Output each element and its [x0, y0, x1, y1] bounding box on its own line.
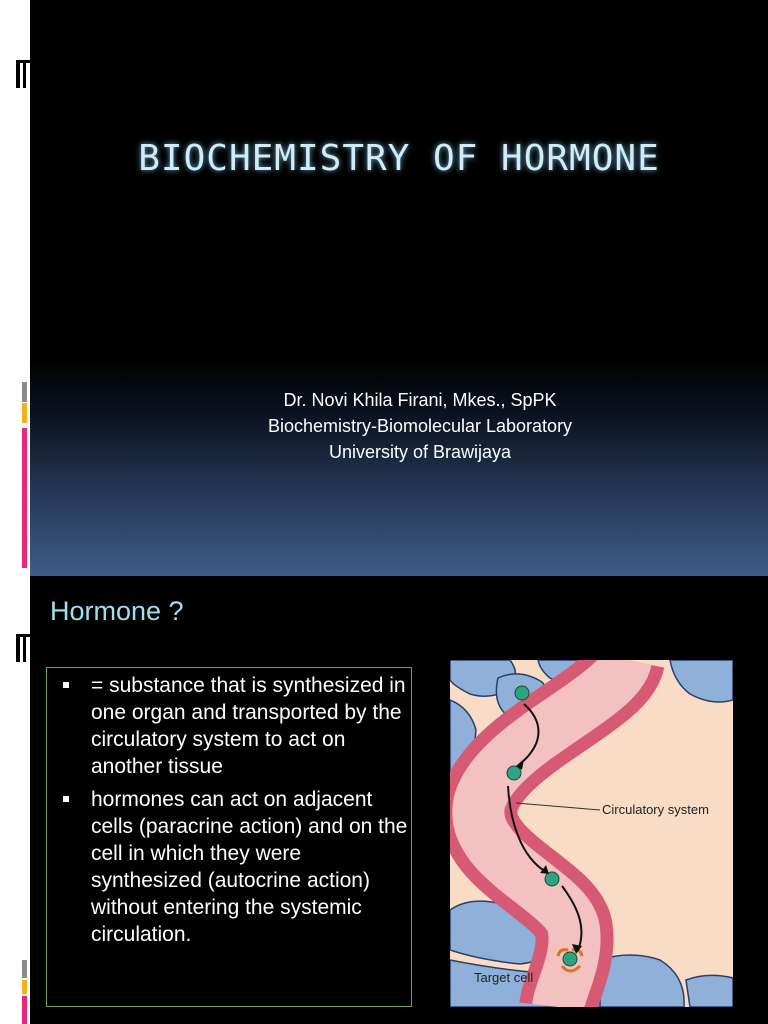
hormone-molecule [515, 686, 529, 700]
slide-heading: Hormone ? [50, 596, 184, 626]
target-cell-label: Target cell [474, 970, 534, 985]
title-text: BIOCHEMISTRY OF HORMONE [138, 138, 660, 179]
hormone-molecule [507, 766, 521, 780]
bullet-list [63, 672, 413, 954]
bullet-text: = substance that is synthesized in one organ and transported by the circulatory system to act on another tissue [91, 674, 406, 778]
slide-title [30, 138, 768, 179]
institution-line: University of Brawijaya [328, 442, 512, 462]
bullet-text: hormones can act on adjacent cells (paracrine action) and on the cell in which they were synthesized (autocrine action) without entering the systemic circulation. [91, 788, 408, 946]
accent-bar [22, 980, 27, 994]
circulatory-diagram [450, 660, 733, 1007]
bullet-box [46, 667, 412, 1007]
tissue-cell [686, 975, 733, 1007]
author-line: Dr. Novi Khila Firani, Mkes., SpPK [283, 390, 557, 410]
left-margin [0, 0, 30, 576]
bullet-icon [63, 682, 69, 688]
hormone-molecule [545, 872, 559, 886]
hormone-molecule [563, 952, 577, 966]
list-item [63, 786, 413, 948]
edge-mark-icon [14, 634, 30, 662]
accent-bar [22, 403, 27, 423]
department-line: Biochemistry-Biomolecular Laboratory [267, 416, 573, 436]
vessel-label: Circulatory system [602, 802, 709, 817]
accent-bar [22, 428, 27, 568]
subtitle-block [30, 387, 768, 465]
edge-mark-icon [14, 60, 30, 88]
content-slide [0, 576, 768, 1024]
accent-bar [22, 960, 27, 978]
slide-background [30, 0, 768, 576]
accent-bar [22, 996, 27, 1024]
bullet-icon [63, 796, 69, 802]
accent-bar [22, 382, 27, 402]
list-item [63, 672, 413, 780]
left-margin [0, 576, 30, 1024]
